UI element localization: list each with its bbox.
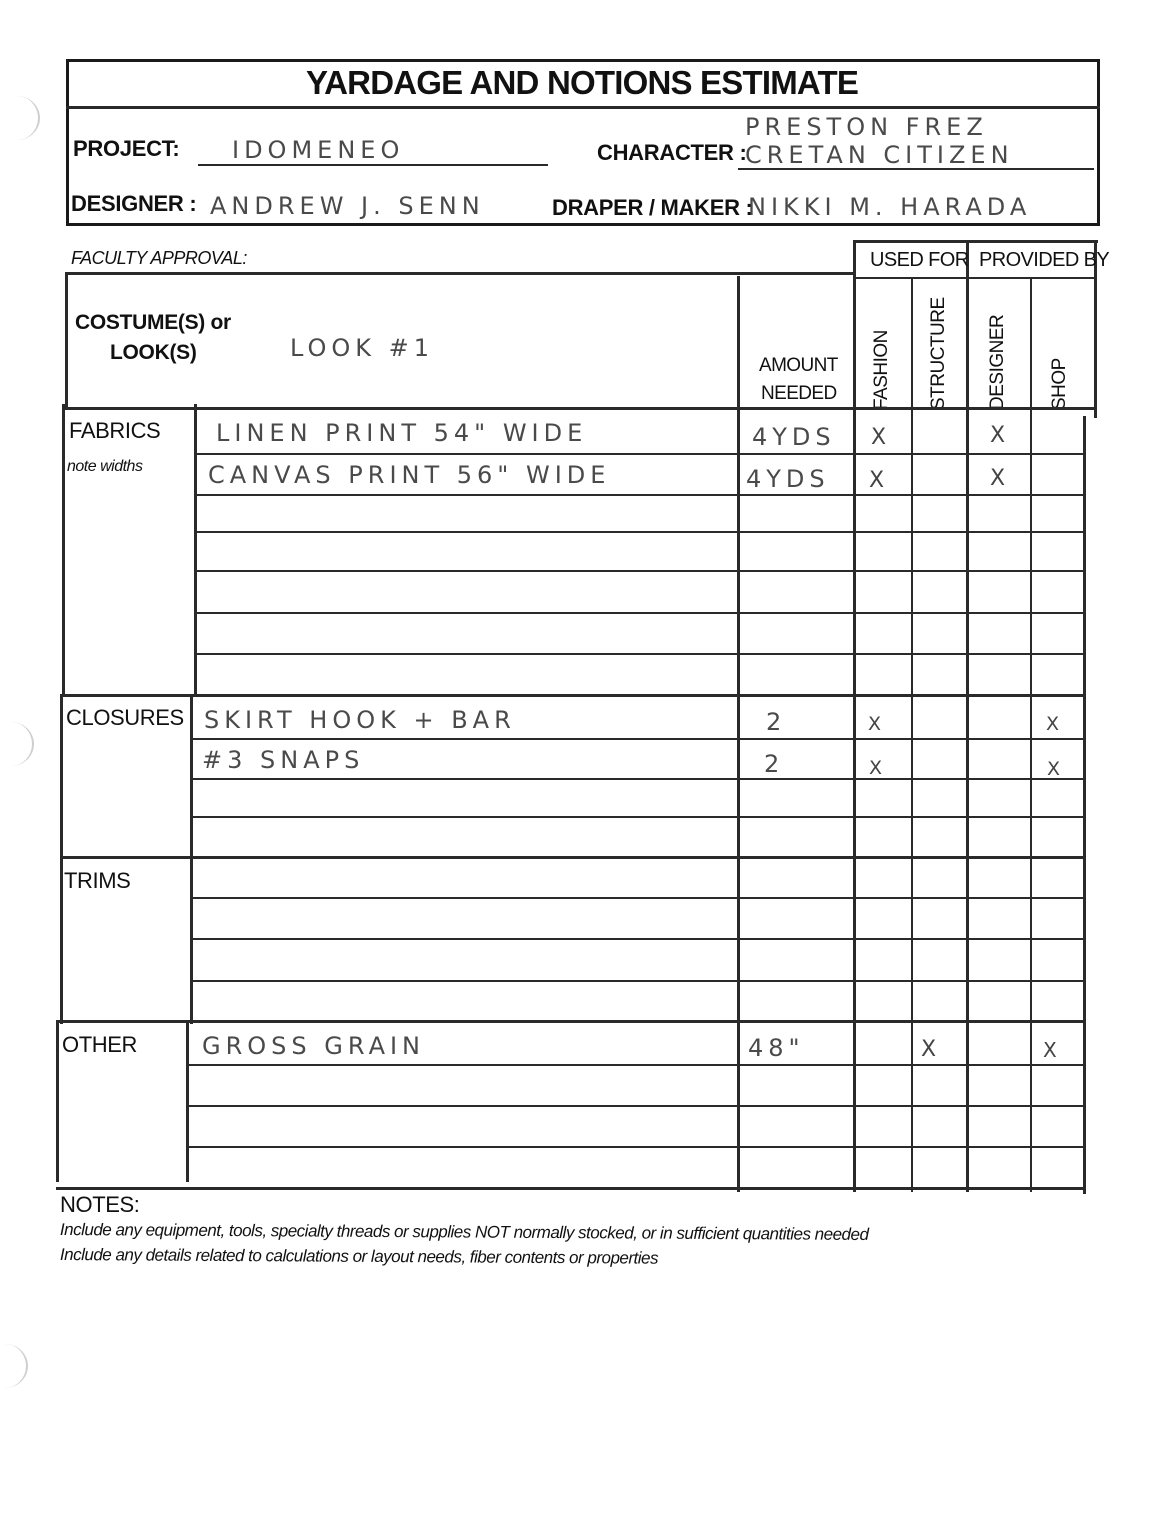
section-label-other: OTHER (62, 1032, 138, 1057)
col-header-designer: DESIGNER (987, 314, 1008, 410)
row-rule (190, 980, 1084, 982)
closure-1-shop-mark: X (1046, 713, 1060, 735)
faculty-approval-label: FACULTY APPROVAL: (71, 248, 247, 268)
col-divider-item-amount (737, 276, 740, 1192)
draper-label: DRAPER / MAKER : (552, 195, 753, 220)
binder-hole-bottom (0, 1344, 28, 1388)
col-divider-section-item-bottom (186, 1020, 189, 1182)
character-underline (738, 168, 1094, 170)
amount-label-line-1: AMOUNT (759, 355, 838, 376)
section-label-fabrics: FABRICS (69, 418, 161, 443)
designer-label: DESIGNER : (71, 191, 197, 216)
col-divider-fashion-structure (911, 277, 913, 1192)
row-rule (190, 778, 1084, 780)
other-1-shop-mark: X (1043, 1038, 1057, 1062)
costume-value: LOOK #1 (290, 334, 435, 362)
row-rule (194, 653, 1084, 655)
col-header-fashion: FASHION (871, 330, 892, 410)
row-rule (186, 1105, 1084, 1107)
col-divider-amount-fashion (853, 240, 856, 1192)
draper-value: NIKKI M. HARADA (748, 193, 1032, 221)
form-title: YARDAGE AND NOTIONS ESTIMATE (305, 64, 859, 101)
table-left-edge-fabrics (62, 404, 65, 694)
row-rule (186, 1064, 1084, 1066)
closure-2-amount: 2 (764, 750, 785, 778)
character-value-name: PRESTON FREZ (745, 113, 988, 141)
table-bottom (56, 1187, 1084, 1190)
other-1-item: GROSS GRAIN (202, 1032, 426, 1060)
table-left-edge-top (65, 272, 68, 407)
binder-hole-middle (0, 722, 34, 766)
row-rule (194, 494, 1084, 496)
table-left-edge-bottom (56, 1020, 59, 1182)
section-label-closures: CLOSURES (66, 705, 184, 730)
character-value-role: CRETAN CITIZEN (745, 141, 1014, 169)
used-for-label: USED FOR (870, 249, 969, 271)
fabric-1-item: LINEN PRINT 54" WIDE (216, 419, 588, 447)
title-divider (66, 106, 1100, 109)
costume-label-line-2: LOOK(S) (110, 341, 197, 364)
provided-by-label: PROVIDED BY (979, 249, 1110, 271)
other-1-structure-mark: X (921, 1037, 937, 1062)
col-divider-designer-shop (1030, 277, 1032, 1192)
section-rule-closures-trims (60, 856, 1084, 859)
section-rule-trims-other (58, 1020, 1084, 1023)
section-rule-fabrics-closures (62, 694, 1084, 697)
table-left-edge-mid (60, 694, 63, 1024)
project-value: IDOMENEO (232, 136, 405, 164)
row-rule (190, 938, 1084, 940)
other-1-amount: 48" (748, 1034, 805, 1062)
project-underline (198, 164, 548, 166)
amount-label-line-2: NEEDED (761, 383, 837, 404)
section-label-trims: TRIMS (64, 868, 131, 893)
character-label: CHARACTER : (597, 140, 747, 165)
fabric-1-amount: 4YDS (752, 423, 836, 451)
closure-2-shop-mark: X (1047, 758, 1061, 780)
used-provided-header-divider (853, 277, 1096, 279)
closure-1-item: SKIRT HOOK + BAR (204, 706, 516, 734)
costume-row-top (65, 272, 855, 275)
project-label: PROJECT: (73, 136, 180, 161)
fabric-2-item: CANVAS PRINT 56" WIDE (208, 461, 611, 489)
row-rule (190, 738, 1084, 740)
col-header-structure: STRUCTURE (928, 297, 949, 410)
fabric-1-designer-mark: X (990, 423, 1006, 448)
fabric-2-fashion-mark: X (869, 468, 885, 493)
closure-2-item: #3 SNAPS (202, 746, 365, 774)
binder-hole-top (0, 96, 40, 140)
col-divider-usedfor-providedby (966, 240, 969, 1192)
closure-2-fashion-mark: X (869, 757, 883, 779)
row-rule (194, 570, 1084, 572)
used-provided-top (853, 240, 1098, 243)
row-rule (186, 1146, 1084, 1148)
fabrics-note: note widths (67, 458, 143, 475)
row-rule (194, 612, 1084, 614)
notes-label: NOTES: (60, 1192, 140, 1217)
col-divider-section-item-mid (190, 694, 193, 1024)
row-rule (190, 897, 1084, 899)
row-rule (194, 531, 1084, 533)
col-header-shop: SHOP (1049, 358, 1070, 410)
notes-line-1: Include any equipment, tools, specialty threads or supplies NOT normally stocked, or in sufficient quantities needed (59, 1220, 869, 1244)
row-rule (190, 816, 1084, 818)
table-header-bottom (65, 407, 1097, 410)
row-rule (194, 453, 1084, 455)
fabric-1-fashion-mark: X (871, 425, 887, 450)
costume-label-line-1: COSTUME(S) or (75, 311, 231, 334)
notes-line-2: Include any details related to calculations or layout needs, fiber contents or properties (59, 1245, 659, 1268)
closure-1-fashion-mark: X (868, 713, 882, 735)
closure-1-amount: 2 (766, 708, 787, 736)
fabric-2-amount: 4YDS (746, 465, 830, 493)
col-divider-section-item-fabrics (194, 404, 197, 694)
fabric-2-designer-mark: X (990, 466, 1006, 491)
designer-value: ANDREW J. SENN (210, 192, 485, 220)
